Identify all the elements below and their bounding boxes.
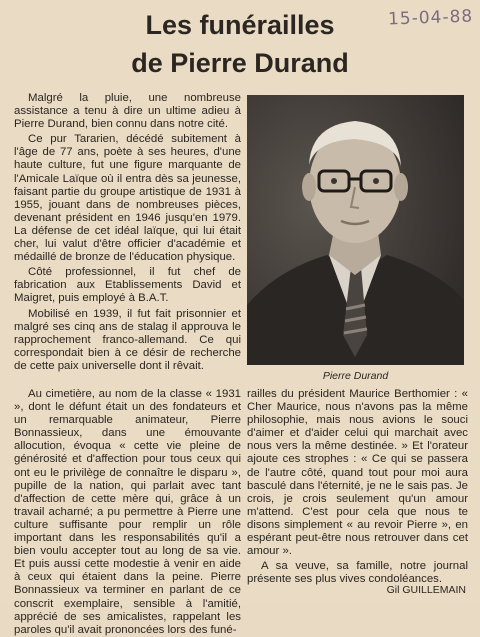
paragraph-4: Mobilisé en 1939, il fut fait prisonnier et malgré ses cinq ans de stalag il approuva le rapprochement franco-allemand. Ce qui correspondait bien à ce désir de recherche de cette paix universelle dont il rêvait. [14, 307, 241, 372]
author-signature: Gil GUILLEMAIN [386, 584, 466, 596]
article-column-left [14, 92, 241, 375]
portrait-illustration [247, 95, 464, 365]
paragraph-1: Malgré la pluie, une nombreuse assistance a tenu à dire un ultime adieu à Pierre Durand, bien connu dans notre cité. [14, 92, 241, 131]
article-title [90, 6, 390, 82]
photo-caption: Pierre Durand [322, 370, 389, 382]
title-line-1: Les funérailles [145, 10, 335, 40]
paragraph-7: A sa veuve, sa famille, notre journal présente ses plus vives condoléances. [247, 560, 468, 586]
article-column-right [247, 388, 468, 588]
title-line-2: de Pierre Durand [131, 48, 349, 78]
article-column-bottom-left [14, 388, 241, 637]
paragraph-6: railles du président Maurice Berthomier : « Cher Maurice, nous n'avons pas la même philosophie, mais nous avions le souci d'aimer et d'aider celui qui marchait avec nous vers la même destinée. » Et l'orateur ajoute ces strophes : « Ce qui se passera de l'autre côté, quand tout pour moi aura basculé dans l'éternité, je ne le sais pas. Je crois, je crois seulement qu'un amour m'attend. C'est pour cela que nous te disons simplement « au revoir Pierre », en espérant peut-être nous retrouver dans cet amour ». [247, 388, 468, 558]
paragraph-2: Ce pur Tararien, décédé subitement à l'âge de 77 ans, poète à ses heures, d'une haute culture, fut une figure marquante de l'Amicale Laïque où il entra dès sa jeunesse, faisant partie du groupe artistique de 1931 à 1955, jouant dans de nombreuses pièces, devenant président en 1946 jusqu'en 1979. La défense de cet idéal laïque, qui lui était cher, lui valut d'être officier d'académie et médaillé de bronze de l'éducation physique. [14, 133, 241, 264]
paragraph-5: Au cimetière, au nom de la classe « 1931 », dont le défunt était un des fondateurs et un remarquable animateur, Pierre Bonnassieux, dans une émouvante allocution, évoqua « cette vie pleine de générosité et d'affection pour tous ceux qui ont eu le privilège de connaître le disparu », pupille de la nation, qui parlait avec tant d'affection de cette mère qui, grâce à un travail acharné; a pu permettre à Pierre une culture suffisante pour remplir un rôle important dans les responsabilités qu'il a bien voulu accepter tout au long de sa vie. Et puis aussi cette modestie à venir en aide à ceux qui étaient dans la peine. Pierre Bonnassieux va terminer en parlant de ce conscrit exemplaire, sensible à l'amitié, apprécié de ses amicalistes, rappelant les paroles qu'il avait prononcées lors des funé- [14, 388, 241, 636]
paragraph-3: Côté professionnel, il fut chef de fabrication aux Etablissements David et Maigret, puis employé à B.A.T. [14, 266, 241, 305]
portrait-photo [247, 95, 464, 365]
handwritten-date: 15-04-88 [387, 6, 474, 30]
